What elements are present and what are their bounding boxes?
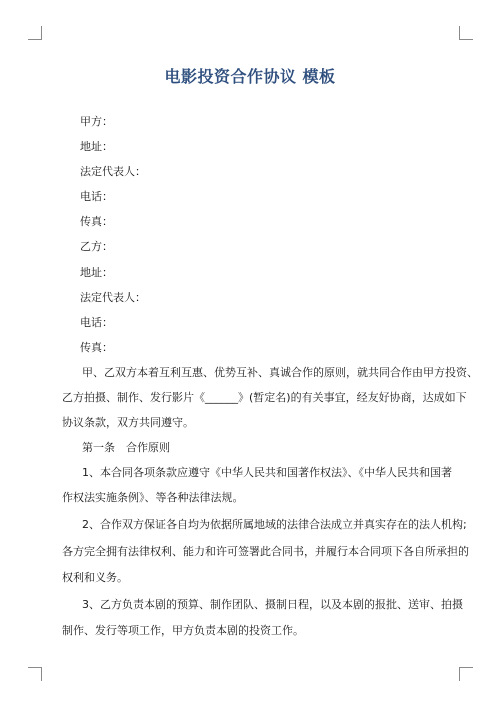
crop-mark-bottom-right-h (459, 667, 473, 668)
clause-2-line-1: 2、合作双方保证各自均为依据所属地域的法律合法成立并真实存在的法人机构; (82, 518, 467, 531)
party-b-fax: 传真： (80, 341, 113, 354)
clause-1-line-1: 1、本合同各项条款应遵守《中华人民共和国著作权法》、《中华人民共和国著 (82, 466, 452, 479)
crop-mark-top-left-h (28, 39, 42, 40)
party-a-legal-rep: 法定代表人： (80, 165, 146, 178)
party-a-address: 地址： (80, 140, 113, 153)
preamble-line-1: 甲、乙双方本着互利互惠、优势互补、真诚合作的原则，就共同合作由甲方投资、 (82, 366, 478, 379)
crop-mark-bottom-left-v (41, 667, 42, 681)
party-b-phone: 电话： (80, 316, 113, 329)
clause-1-line-2: 作权法实施条例》、等各种法律法规。 (62, 491, 244, 504)
crop-mark-bottom-left-h (28, 667, 42, 668)
party-a-name: 甲方： (80, 115, 113, 128)
crop-mark-top-right-h (459, 39, 473, 40)
clause-3-line-2: 制作、发行等项工作，甲方负责本剧的投资工作。 (62, 624, 304, 637)
crop-mark-top-right-v (459, 26, 460, 40)
article-1-heading: 第一条 合作原则 (82, 441, 170, 454)
party-b-name: 乙方： (80, 240, 113, 253)
party-b-address: 地址： (80, 266, 113, 279)
clause-2-line-3: 权利和义务。 (62, 571, 128, 584)
document-title: 电影投资合作协议 模板 (164, 67, 336, 86)
clause-3-line-1: 3、乙方负责本剧的预算、制作团队、摄制日程，以及本剧的报批、送审、拍摄 (82, 598, 463, 611)
crop-mark-bottom-right-v (459, 667, 460, 681)
clause-2-line-2: 各方完全拥有法律权利、能力和许可签署此合同书，并履行本合同项下各自所承担的 (62, 545, 469, 558)
party-b-legal-rep: 法定代表人： (80, 291, 146, 304)
preamble-line-2: 乙方拍摄、制作、发行影片《______》(暂定名)的有关事宜，经友好协商，达成如下 (62, 391, 467, 404)
party-a-phone: 电话： (80, 190, 113, 203)
crop-mark-top-left-v (41, 26, 42, 40)
preamble-line-3: 协议条款，双方共同遵守。 (62, 416, 194, 429)
party-a-fax: 传真： (80, 215, 113, 228)
